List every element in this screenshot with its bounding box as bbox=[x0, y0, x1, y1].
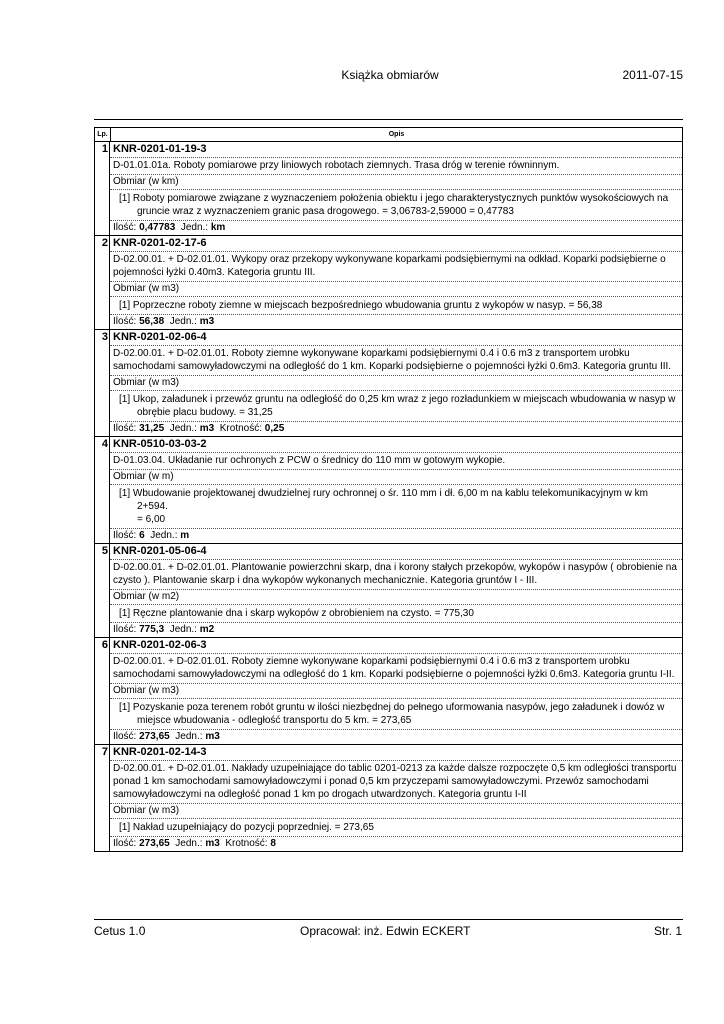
entry-body bbox=[110, 330, 682, 436]
entry-body bbox=[110, 437, 682, 543]
entry-description: D-01.03.04. Układanie rur ochronych z PCW o średnicy do 110 mm w gotowym wykopie. bbox=[110, 453, 682, 470]
entry-calculation: [1] Nakład uzupełniający do pozycji poprzedniej. = 273,65 bbox=[110, 819, 682, 837]
entry-code: KNR-0201-02-17-6 bbox=[110, 236, 682, 252]
entry-unit: Obmiar (w m) bbox=[110, 470, 682, 485]
table-row bbox=[95, 638, 682, 745]
unit-value: m3 bbox=[199, 316, 215, 327]
entry-code: KNR-0201-02-06-4 bbox=[110, 330, 682, 346]
entry-code: KNR-0201-02-14-3 bbox=[110, 745, 682, 761]
column-lp: Lp. bbox=[95, 128, 111, 141]
unit-label: Jedn.: bbox=[180, 222, 209, 233]
qty-label: Ilość: bbox=[113, 530, 137, 541]
krotnosc-label: Krotność: bbox=[219, 423, 263, 434]
table-row bbox=[95, 330, 682, 437]
entry-quantity bbox=[110, 221, 682, 235]
footer-divider bbox=[94, 919, 683, 920]
footer-author: Opracował: inż. Edwin ECKERT bbox=[300, 924, 471, 938]
entry-description: D-02.00.01. + D-02.01.01. Nakłady uzupełniające do tablic 0201-0213 za każde dalsze rozpoczęte 0,5 km odległości transportu ponad 1 km samochodami samowyładowczymi i ponad 0,5 km przyczepami samowyładowczymi. Przewóz samochodami samowyładowczymi na odległość ponad 1 km po drogach utwardzonych. Kategoria gruntu I-II bbox=[110, 761, 682, 804]
header-divider bbox=[94, 119, 683, 120]
entry-code: KNR-0201-05-06-4 bbox=[110, 544, 682, 560]
krotnosc-value: 8 bbox=[270, 838, 276, 849]
table-row bbox=[95, 236, 682, 330]
footer-page: Str. 1 bbox=[653, 924, 682, 938]
krotnosc-value: 0,25 bbox=[264, 423, 285, 434]
qty-label: Ilość: bbox=[113, 423, 137, 434]
entry-unit: Obmiar (w m3) bbox=[110, 804, 682, 819]
footer-software: Cetus 1.0 bbox=[94, 924, 146, 938]
entry-number: 2 bbox=[95, 236, 110, 329]
qty-value: 31,25 bbox=[139, 423, 165, 434]
entry-calculation: [1] Pozyskanie poza terenem robót gruntu w ilości niezbędnej do pełnego uformowania nasypów, jego załadunek i dowóz w miejsce wbudowania - odległość transportu do 5 km. = 273,65 bbox=[110, 699, 682, 730]
entry-body bbox=[110, 745, 682, 851]
entry-quantity bbox=[110, 529, 682, 543]
unit-label: Jedn.: bbox=[150, 530, 178, 541]
qty-value: 56,38 bbox=[139, 316, 165, 327]
entry-code: KNR-0201-01-19-3 bbox=[110, 142, 682, 158]
qty-label: Ilość: bbox=[113, 316, 137, 327]
unit-label: Jedn.: bbox=[175, 838, 203, 849]
qty-label: Ilość: bbox=[113, 731, 137, 742]
unit-label: Jedn.: bbox=[169, 624, 197, 635]
table-row bbox=[95, 544, 682, 638]
table-row bbox=[95, 437, 682, 544]
entries-list bbox=[95, 142, 682, 852]
unit-value: km bbox=[210, 222, 226, 233]
entry-body bbox=[110, 236, 682, 329]
entry-number: 1 bbox=[95, 142, 110, 235]
measurement-table bbox=[94, 127, 683, 852]
page-title: Książka obmiarów bbox=[341, 68, 439, 82]
krotnosc-label: Krotność: bbox=[225, 838, 268, 849]
table-row bbox=[95, 745, 682, 852]
qty-value: 0,47783 bbox=[139, 222, 176, 233]
entry-unit: Obmiar (w m2) bbox=[110, 590, 682, 605]
entry-number: 3 bbox=[95, 330, 110, 436]
qty-label: Ilość: bbox=[113, 838, 137, 849]
unit-value: m3 bbox=[205, 731, 220, 742]
entry-description: D-02.00.01. + D-02.01.01. Roboty ziemne wykonywane koparkami podsiębiernymi 0.4 i 0.6 m3 z transportem urobku samochodami samowyładowczymi na odległość do 1 km. Koparki podsiębierne o pojemności łyżki 0.6m3. Kategoria gruntu I-II. bbox=[110, 654, 682, 684]
entry-unit: Obmiar (w m3) bbox=[110, 282, 682, 297]
qty-label: Ilość: bbox=[113, 222, 137, 233]
entry-unit: Obmiar (w m3) bbox=[110, 684, 682, 699]
entry-calculation: [1] Ukop, załadunek i przewóz gruntu na odległość do 0,25 km wraz z jego rozładunkiem w miejscach wbudowania w nasyp w obrębie placu budowy. = 31,25 bbox=[110, 391, 682, 422]
qty-label: Ilość: bbox=[113, 624, 137, 635]
entry-quantity bbox=[110, 422, 682, 436]
qty-value: 6 bbox=[139, 530, 145, 541]
unit-value: m3 bbox=[205, 838, 220, 849]
entry-number: 7 bbox=[95, 745, 110, 851]
entry-calculation: [1] Poprzeczne roboty ziemne w miejscach bezpośredniego wbudowania gruntu z wykopów w nasyp. = 56,38 bbox=[110, 297, 682, 315]
column-opis: Opis bbox=[388, 131, 405, 138]
entry-quantity bbox=[110, 623, 682, 637]
qty-value: 775,3 bbox=[139, 624, 165, 635]
entry-description: D-02.00.01. + D-02.01.01. Wykopy oraz przekopy wykonywane koparkami podsiębiernymi na odkład. Koparki podsiębierne o pojemności łyżki 0.40m3. Kategoria gruntu III. bbox=[110, 252, 682, 282]
entry-body bbox=[110, 638, 682, 744]
entry-number: 5 bbox=[95, 544, 110, 637]
entry-description: D-02.00.01. + D-02.01.01. Plantowanie powierzchni skarp, dna i korony stałych przekopów, wykopów i nasypów ( obrobienie na czysto ). Plantowanie skarp i dna wykopów wykonanych mechanicznie. Kategoria gruntów I - III. bbox=[110, 560, 682, 590]
entry-code: KNR-0201-02-06-3 bbox=[110, 638, 682, 654]
entry-calculation: [1] Roboty pomiarowe związane z wyznaczeniem położenia obiektu i jego charakterystycznych punktów wysokościowych na gruncie wraz z wyznaczeniem granic pasa drogowego. = 3,06783-2,59000 = 0,47783 bbox=[110, 190, 682, 221]
unit-label: Jedn.: bbox=[169, 423, 197, 434]
entry-quantity bbox=[110, 730, 682, 744]
entry-body bbox=[110, 142, 682, 235]
entry-calculation: [1] Wbudowanie projektowanej dwudzielnej rury ochronnej o śr. 110 mm i dł. 6,00 m na kablu telekomunikacyjnym w km 2+594. = 6,00 bbox=[110, 485, 682, 529]
entry-code: KNR-0510-03-03-2 bbox=[110, 437, 682, 453]
entry-quantity bbox=[110, 315, 682, 329]
unit-value: m bbox=[180, 530, 190, 541]
entry-unit: Obmiar (w m3) bbox=[110, 376, 682, 391]
table-header bbox=[95, 128, 682, 142]
entry-number: 4 bbox=[95, 437, 110, 543]
entry-unit: Obmiar (w km) bbox=[110, 175, 682, 190]
unit-label: Jedn.: bbox=[175, 731, 203, 742]
header-date: 2011-07-15 bbox=[622, 68, 683, 82]
entry-number: 6 bbox=[95, 638, 110, 744]
qty-value: 273,65 bbox=[139, 838, 170, 849]
entry-quantity bbox=[110, 837, 682, 851]
entry-body bbox=[110, 544, 682, 637]
table-row bbox=[95, 142, 682, 236]
entry-calculation: [1] Ręczne plantowanie dna i skarp wykopów z obrobieniem na czysto. = 775,30 bbox=[110, 605, 682, 623]
unit-label: Jedn.: bbox=[169, 316, 197, 327]
entry-description: D-01.01.01a. Roboty pomiarowe przy liniowych robotach ziemnych. Trasa dróg w terenie równinnym. bbox=[110, 158, 682, 175]
unit-value: m3 bbox=[199, 423, 215, 434]
unit-value: m2 bbox=[199, 624, 215, 635]
entry-description: D-02.00.01. + D-02.01.01. Roboty ziemne wykonywane koparkami podsiębiernymi 0.4 i 0.6 m3 z transportem urobku samochodami samowyładowczymi na odległość do 1 km. Koparki podsiębierne o pojemności łyżki 0.6m3. Kategoria gruntu III. bbox=[110, 346, 682, 376]
qty-value: 273,65 bbox=[139, 731, 170, 742]
